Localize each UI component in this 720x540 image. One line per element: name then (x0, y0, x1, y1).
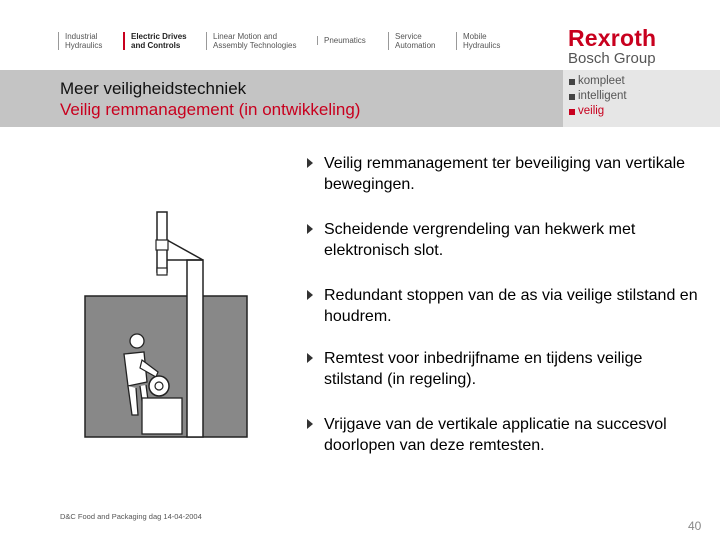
nav-item-service-automation[interactable]: Service Automation (388, 32, 435, 50)
bullet-text: Redundant stoppen van de as via veilige stilstand en houdrem. (324, 287, 698, 325)
logo-group: Bosch Group (568, 50, 656, 67)
arrow-bullet-icon (307, 158, 313, 168)
arrow-bullet-icon (307, 224, 313, 234)
footer-note: D&C Food and Packaging dag 14-04-2004 (60, 512, 202, 521)
status-item-kompleet (569, 74, 627, 89)
workpiece-box (142, 398, 182, 434)
status-label: veilig (578, 105, 605, 117)
square-bullet-icon (569, 94, 575, 100)
square-bullet-icon (569, 79, 575, 85)
vertical-column (187, 260, 203, 437)
bullet-item (305, 219, 705, 261)
nav-item-linear-motion[interactable]: Linear Motion and Assembly Technologies (206, 32, 296, 50)
status-item-intelligent (569, 89, 627, 104)
bullet-text: Remtest voor inbedrijfname en tijdens veilige stilstand (in regeling). (324, 350, 643, 388)
arrow-bullet-icon (307, 290, 313, 300)
slide-title-line1: Meer veiligheidstechniek (60, 79, 247, 98)
bullet-item (305, 285, 705, 327)
nav-item-electric-drives[interactable]: Electric Drives and Controls (123, 32, 187, 50)
logo-brand: Rexroth (568, 25, 657, 51)
arrow-bullet-icon (307, 419, 313, 429)
bullet-text: Vrijgave van de vertikale applicatie na succesvol doorlopen van deze remtesten. (324, 416, 667, 454)
status-label: kompleet (578, 75, 625, 87)
brace (167, 240, 203, 260)
bullet-text: Veilig remmanagement ter beveiliging van vertikale bewegingen. (324, 155, 686, 193)
bullet-text: Scheidende vergrendeling van hekwerk met elektronisch slot. (324, 221, 636, 259)
status-list (569, 74, 627, 119)
slide-title-line2: Veilig remmanagement (in ontwikkeling) (60, 100, 361, 119)
nav-item-pneumatics[interactable]: Pneumatics (317, 36, 366, 45)
status-item-veilig (569, 104, 627, 119)
rexroth-logo (568, 26, 656, 67)
nav-item-mobile-hydraulics[interactable]: Mobile Hydraulics (456, 32, 500, 50)
carriage-block (156, 240, 168, 250)
division-nav (0, 0, 720, 70)
axis-foot (157, 268, 167, 275)
page-number: 40 (688, 519, 702, 533)
nav-item-industrial-hydraulics[interactable]: Industrial Hydraulics (58, 32, 102, 50)
arrow-bullet-icon (307, 353, 313, 363)
gear-icon (149, 376, 169, 396)
bullet-item (305, 153, 705, 195)
bullet-item (305, 414, 705, 456)
slide-title (60, 78, 360, 120)
bullet-item (305, 348, 705, 390)
vertical-axis-safety-illustration (84, 210, 250, 440)
status-label: intelligent (578, 90, 627, 102)
square-bullet-icon (569, 109, 575, 115)
